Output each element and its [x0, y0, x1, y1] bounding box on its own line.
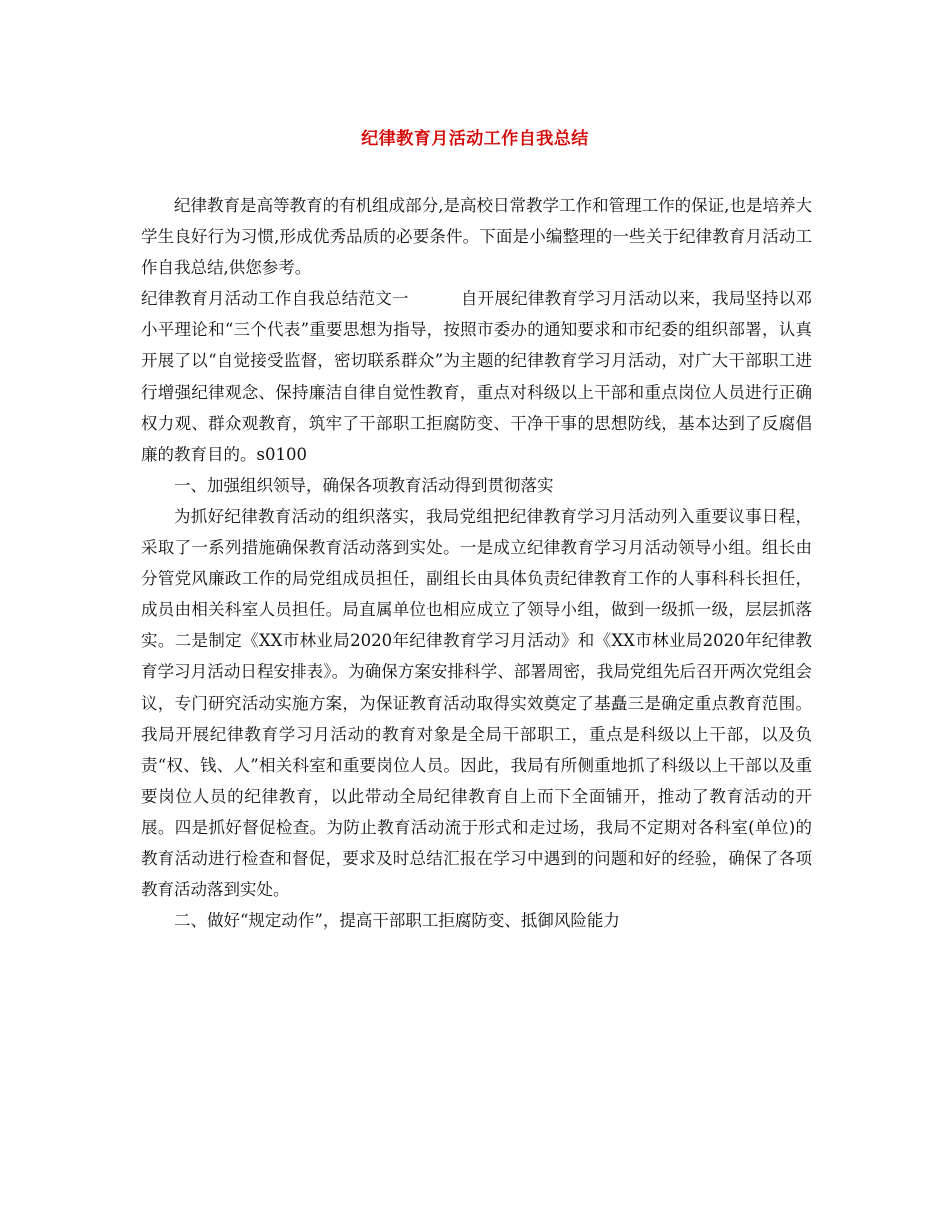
document-body [141, 190, 812, 936]
section-1-body: 为抓好纪律教育活动的组织落实，我局党组把纪律教育学习月活动列入重要议事日程，采取了一系列措施确保教育活动落到实处。一是成立纪律教育学习月活动领导小组。组长由分管党风廉政工作的局党组成员担任，副组长由具体负责纪律教育工作的人事科科长担任，成员由相关科室人员担任。局直属单位也相应成立了领导小组，做到一级抓一级，层层抓落实。二是制定《XX市林业局2020年纪律教育学习月活动》和《XX市林业局2020年纪律教育学习月活动日程安排表》。为确保方案安排科学、部署周密，我局党组先后召开两次党组会议，专门研究活动实施方案，为保证教育活动取得实效奠定了基矗三是确定重点教育范围。我局开展纪律教育学习月活动的教育对象是全局干部职工，重点是科级以上干部，以及负责“权、钱、人”相关科室和重要岗位人员。因此，我局有所侧重地抓了科级以上干部以及重要岗位人员的纪律教育，以此带动全局纪律教育自上而下全面铺开，推动了教育活动的开展。四是抓好督促检查。为防止教育活动流于形式和走过场，我局不定期对各科室(单位)的教育活动进行检查和督促，要求及时总结汇报在学习中遇到的问题和好的经验，确保了各项教育活动落到实处。 [141, 506, 812, 900]
section-1-heading: 一、加强组织领导，确保各项教育活动得到贯彻落实 [174, 475, 554, 495]
section-2-heading: 二、做好“规定动作”，提高干部职工拒腐防变、抵御风险能力 [174, 911, 620, 931]
document-title: 纪律教育月活动工作自我总结 [361, 129, 589, 149]
intro-paragraph: 纪律教育是高等教育的有机组成部分,是高校日常教学工作和管理工作的保证,也是培养大学生良好行为习惯,形成优秀品质的必要条件。下面是小编整理的一些关于纪律教育月活动工作自我总结,供您参考。 [141, 196, 812, 278]
sample-heading: 纪律教育月活动工作自我总结范文一 [141, 289, 409, 309]
sample-paragraph [141, 283, 812, 470]
sample-body: 自开展纪律教育学习月活动以来，我局坚持以邓小平理论和“三个代表”重要思想为指导，按照市委办的通知要求和市纪委的组织部署，认真开展了以“自觉接受监督，密切联系群众”为主题的纪律教育学习月活动，对广大干部职工进行增强纪律观念、保持廉洁自律自觉性教育，重点对科级以上干部和重点岗位人员进行正确权力观、群众观教育，筑牢了干部职工拒腐防变、干净干事的思想防线，基本达到了反腐倡廉的教育目的。s0100 [141, 289, 813, 464]
